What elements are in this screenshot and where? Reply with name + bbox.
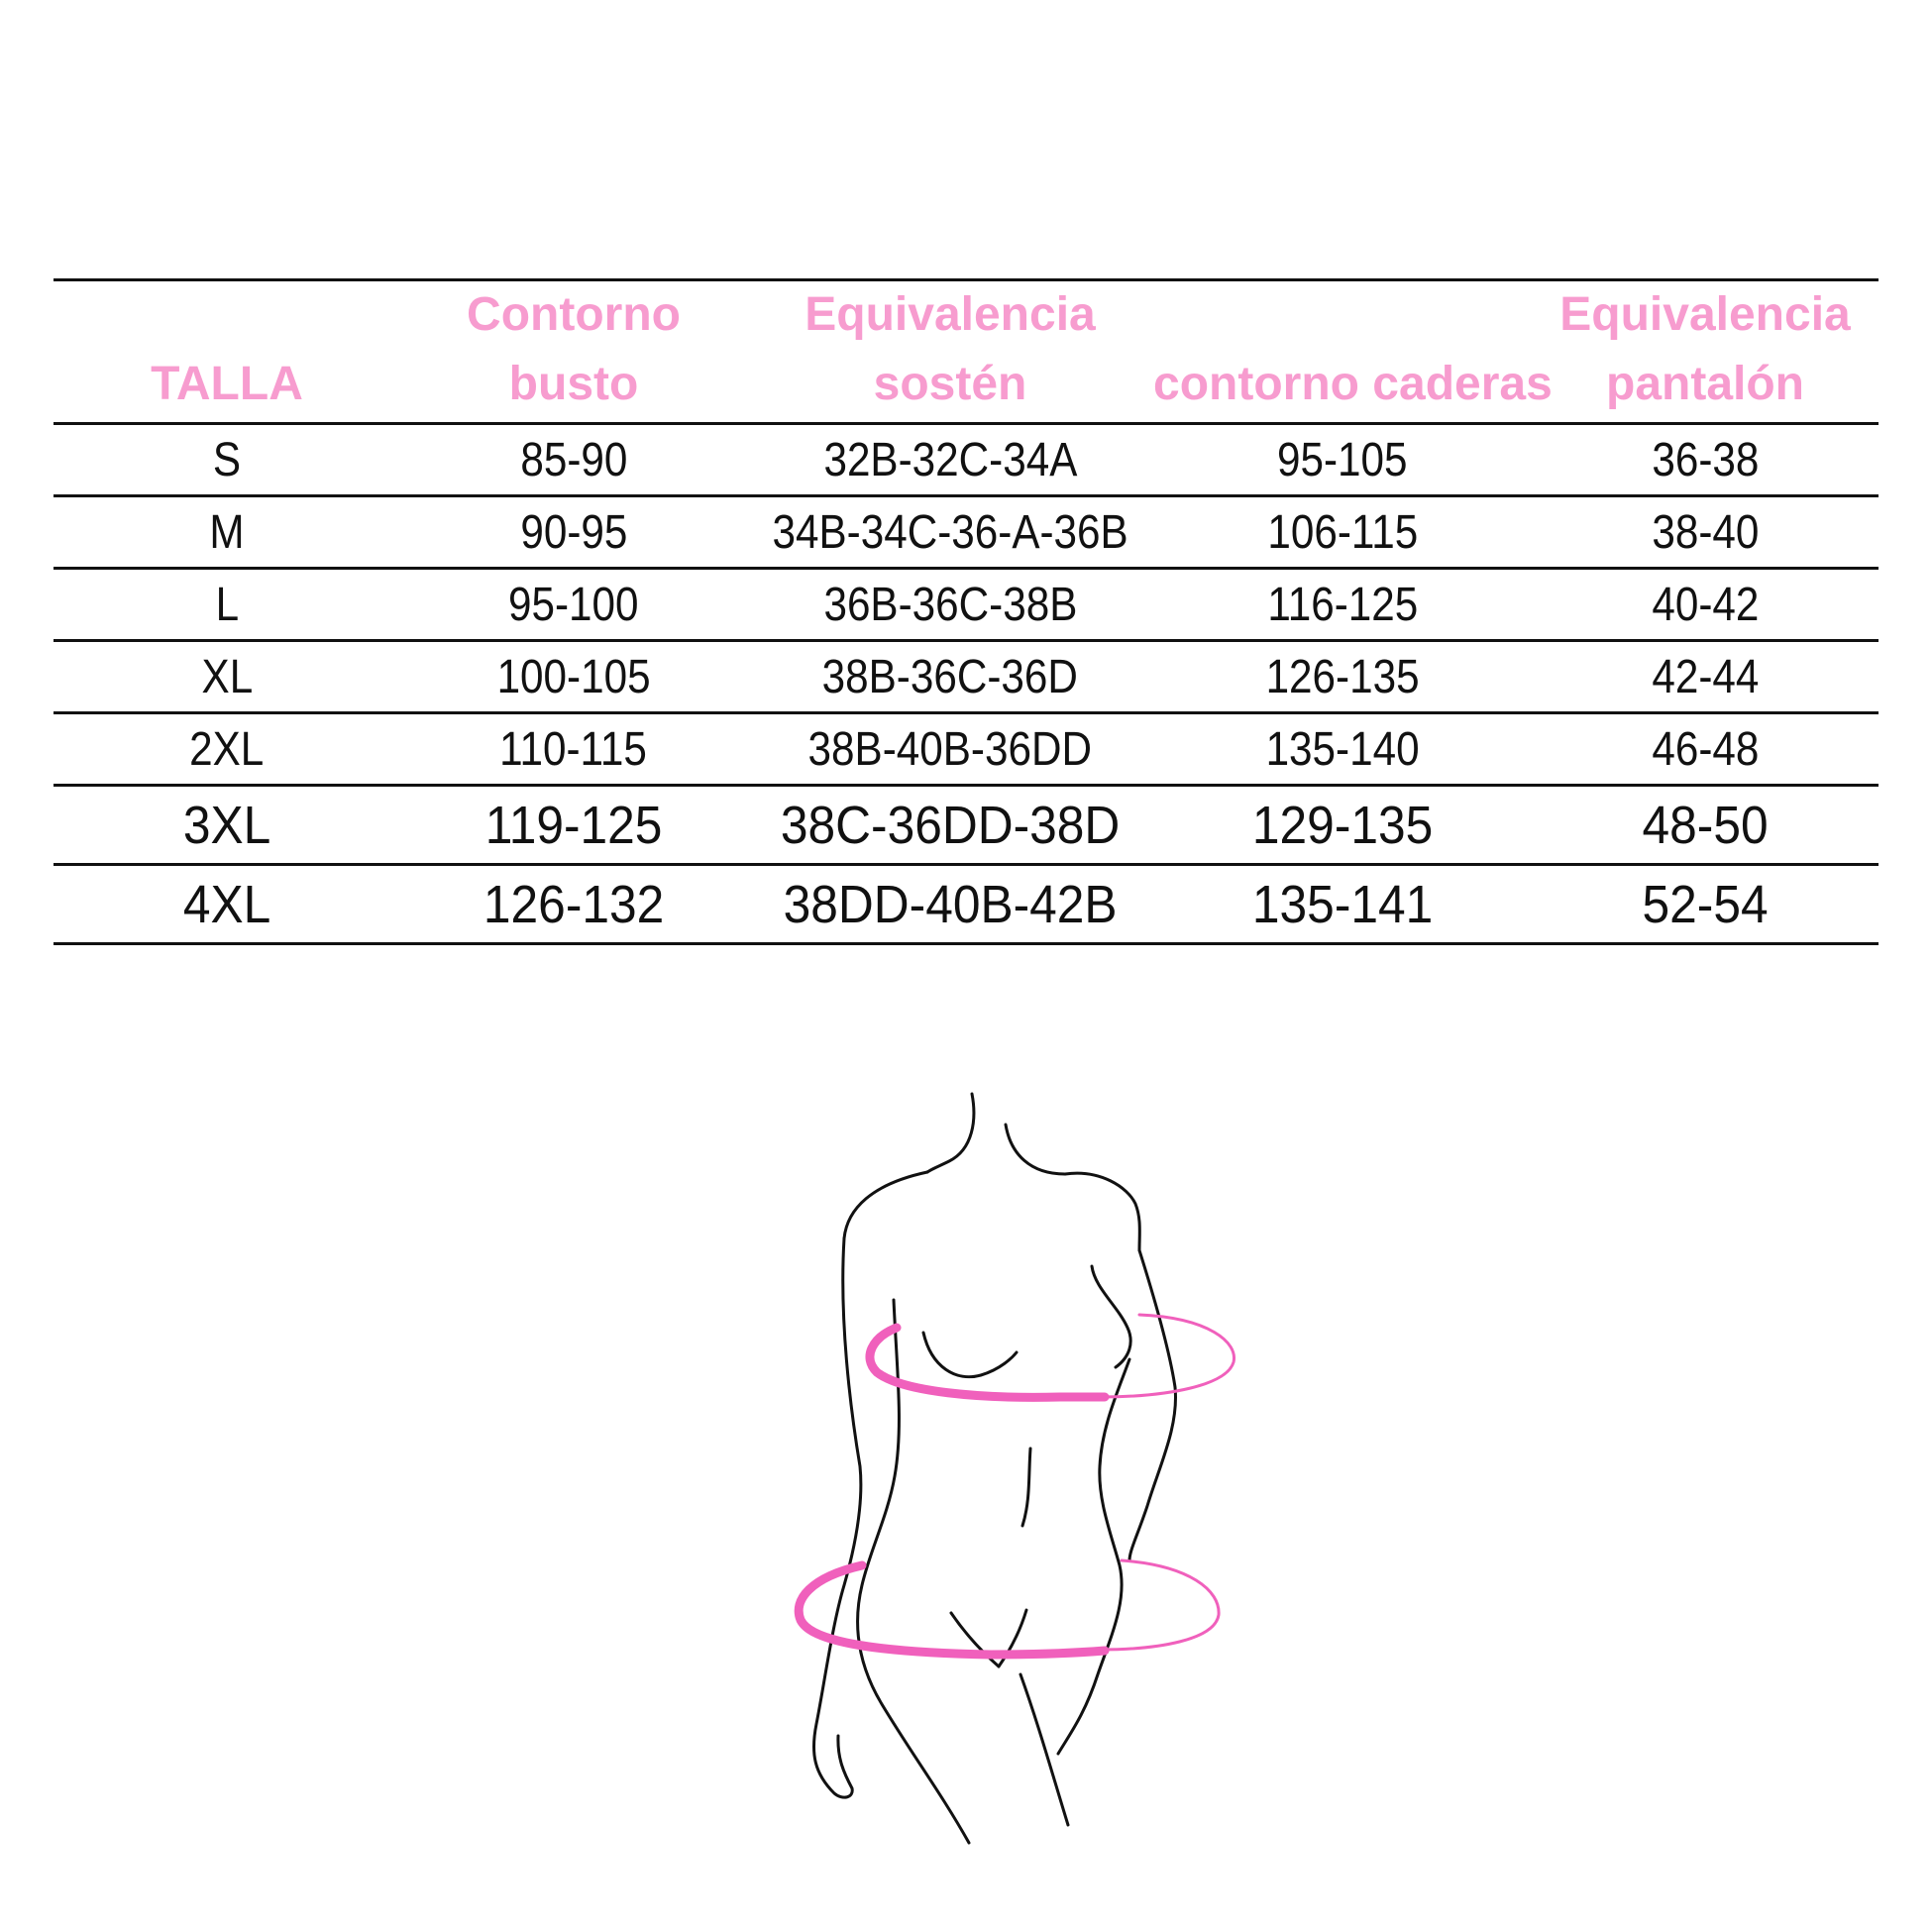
cell-sosten: 32B-32C-34A [823,433,1077,486]
cell-sosten: 34B-34C-36-A-36B [772,505,1128,559]
left-arm [813,1238,860,1797]
cell-busto: 85-90 [519,433,628,486]
table-row [54,787,1878,866]
cell-sosten: 36B-36C-38B [823,578,1077,631]
cell-sosten: 38B-36C-36D [821,650,1079,703]
left-breast [923,1333,1017,1377]
cell-pantalon: 46-48 [1651,722,1760,776]
right-shoulder [1065,1173,1139,1250]
body-measurement-icon [773,1080,1248,1853]
cell-busto: 119-125 [484,795,663,855]
cell-caderas: 126-135 [1265,650,1420,703]
cell-busto: 126-132 [483,874,665,934]
cell-talla: 3XL [182,795,271,855]
cell-pantalon: 38-40 [1651,505,1760,559]
right-torso [1058,1359,1129,1754]
table-row [54,866,1878,945]
cell-caderas: 116-125 [1267,578,1418,631]
header-contorno-caderas: contorno caderas [1153,358,1553,410]
bust-ring-front [870,1328,1105,1397]
table-row [54,714,1878,787]
cell-pantalon: 52-54 [1642,874,1769,934]
cell-talla: S [212,433,242,486]
cell-sosten: 38B-40B-36DD [807,722,1093,776]
cell-talla: M [209,505,245,559]
header-talla: TALLA [151,358,303,410]
cell-pantalon: 42-44 [1651,650,1760,703]
cell-caderas: 135-141 [1251,874,1434,934]
left-shoulder [844,1172,927,1238]
table-row [54,497,1878,570]
cell-caderas: 135-140 [1265,722,1420,776]
hip-ring-back [1100,1560,1219,1650]
right-breast [1092,1266,1130,1367]
header-contorno-busto: Contorno busto [467,288,681,410]
cell-talla: XL [201,650,253,703]
size-chart-table [54,278,1878,945]
left-torso [858,1300,969,1843]
cell-sosten: 38DD-40B-42B [783,874,1118,934]
table-header-row [54,281,1878,425]
cell-talla: L [215,578,239,631]
cell-talla: 2XL [189,722,265,776]
header-equivalencia-pantalon: Equivalencia pantalón [1559,288,1851,410]
right-arm [1129,1250,1176,1560]
cell-pantalon: 48-50 [1642,795,1769,855]
table-row [54,570,1878,642]
neck-line-left [927,1094,974,1172]
cell-busto: 90-95 [519,505,628,559]
cell-busto: 95-100 [508,578,639,631]
belly-line [1022,1449,1030,1526]
neck-line-right [1006,1125,1065,1174]
cell-busto: 100-105 [496,650,651,703]
cell-caderas: 95-105 [1277,433,1408,486]
cell-pantalon: 36-38 [1651,433,1760,486]
cell-caderas: 129-135 [1251,795,1434,855]
cell-talla: 4XL [182,874,271,934]
cell-pantalon: 40-42 [1651,578,1760,631]
cell-busto: 110-115 [499,722,648,776]
table-row [54,642,1878,714]
table-row [54,425,1878,497]
header-equivalencia-sosten: Equivalencia sostén [805,288,1096,410]
cell-sosten: 38C-36DD-38D [780,795,1121,855]
cell-caderas: 106-115 [1267,505,1418,559]
